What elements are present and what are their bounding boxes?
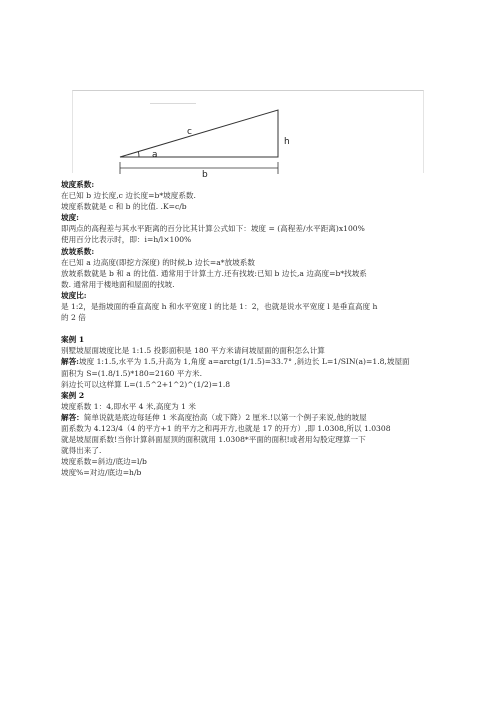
paragraph-line: 的 2 倍 [61, 313, 86, 323]
spacer [61, 323, 437, 334]
heading-grade: 坡度: [61, 213, 79, 223]
slope-triangle-diagram [60, 100, 440, 180]
paragraph-line [61, 412, 437, 423]
solution-label: 解答: [61, 357, 79, 367]
heading-slope-ratio: 坡度比: [61, 290, 87, 300]
paragraph-line: 别墅坡屋面坡度比是 1:1.5 投影面积是 180 平方米请问坡屋面的面积怎么计算 [61, 346, 325, 356]
label-b: b [202, 170, 208, 180]
paragraph-line: 就得出来了. [61, 446, 102, 456]
paragraph-line: 使用百分比表示时，即：i=h/l×100% [61, 235, 192, 245]
paragraph-line [61, 356, 437, 367]
paragraph-line: 数. 通常用于楼地面和屋面的找坡. [61, 279, 175, 289]
paragraph-line: 即两点的高程差与其水平距离的百分比其计算公式如下：坡度 = (高程差/水平距离)x100% [61, 224, 365, 234]
paragraph-line: 面积为 S=(1.8/1.5)*180=2160 平方米. [61, 368, 202, 378]
formula-line: 坡度系数=斜边/底边=l/b [61, 457, 147, 467]
angle-arc [138, 151, 139, 157]
label-a: a [152, 150, 158, 160]
paragraph-line: 坡度系数 1：4,即水平 4 米,高度为 1 米 [61, 401, 196, 411]
paragraph-line: 在已知 a 边高度(即挖方深度) 的时候,b 边长=a*放坡系数 [61, 257, 255, 267]
paragraph-line: 是 1:2，是指坡面的垂直高度 h 和水平宽度 l 的比是 1：2，也就是说水平宽度 l 是垂直高度 h [61, 302, 378, 312]
heading-slope-excavation-coefficient: 放坡系数: [61, 246, 95, 256]
heading-example-2: 案例 2 [61, 390, 85, 400]
triangle-shape [120, 110, 278, 157]
paragraph-line: 在已知 b 边长度,c 边长度=b*坡度系数. [61, 191, 196, 201]
solution-text: 简单说就是底边每延伸 1 米高度抬高（或下降）2 厘米.!以第一个例子来说,他的坡屋 [83, 412, 367, 422]
label-c: c [187, 127, 192, 137]
document-body [61, 179, 437, 478]
paragraph-line: 斜边长可以这样算 L=(1.5^2+1^2)^(1/2)=1.8 [61, 379, 231, 389]
solution-label: 解答： [61, 412, 84, 422]
heading-slope-coefficient: 坡度系数: [61, 180, 95, 189]
heading-example-1: 案例 1 [61, 335, 85, 345]
label-h: h [284, 137, 290, 147]
paragraph-line: 面系数为 4.123/4（4 的平方+1 的平方之和再开方,也就是 17 的开方）,即 1.0308,所以 1.0308 [61, 423, 391, 433]
formula-line: 坡度%=对边/底边=h/b [61, 468, 142, 478]
paragraph-line: 放坡系数就是 b 和 a 的比值. 通常用于计算土方.还有找坡:已知 b 边长,a 边高度=b*找坡系 [61, 268, 367, 278]
paragraph-line: 坡度系数就是 c 和 b 的比值. .K=c/b [61, 202, 187, 212]
solution-text: 坡度 1:1.5,水平为 1.5,升高为 1,角度 a=arctg(1/1.5)=33.7° ,斜边长 L=1/SIN(a)=1.8,坡屋面 [79, 357, 410, 367]
paragraph-line: 就是坡屋面系数!当你计算斜面屋顶的面积就用 1.0308*平面的面积!或者用勾股定理算一下 [61, 435, 366, 445]
